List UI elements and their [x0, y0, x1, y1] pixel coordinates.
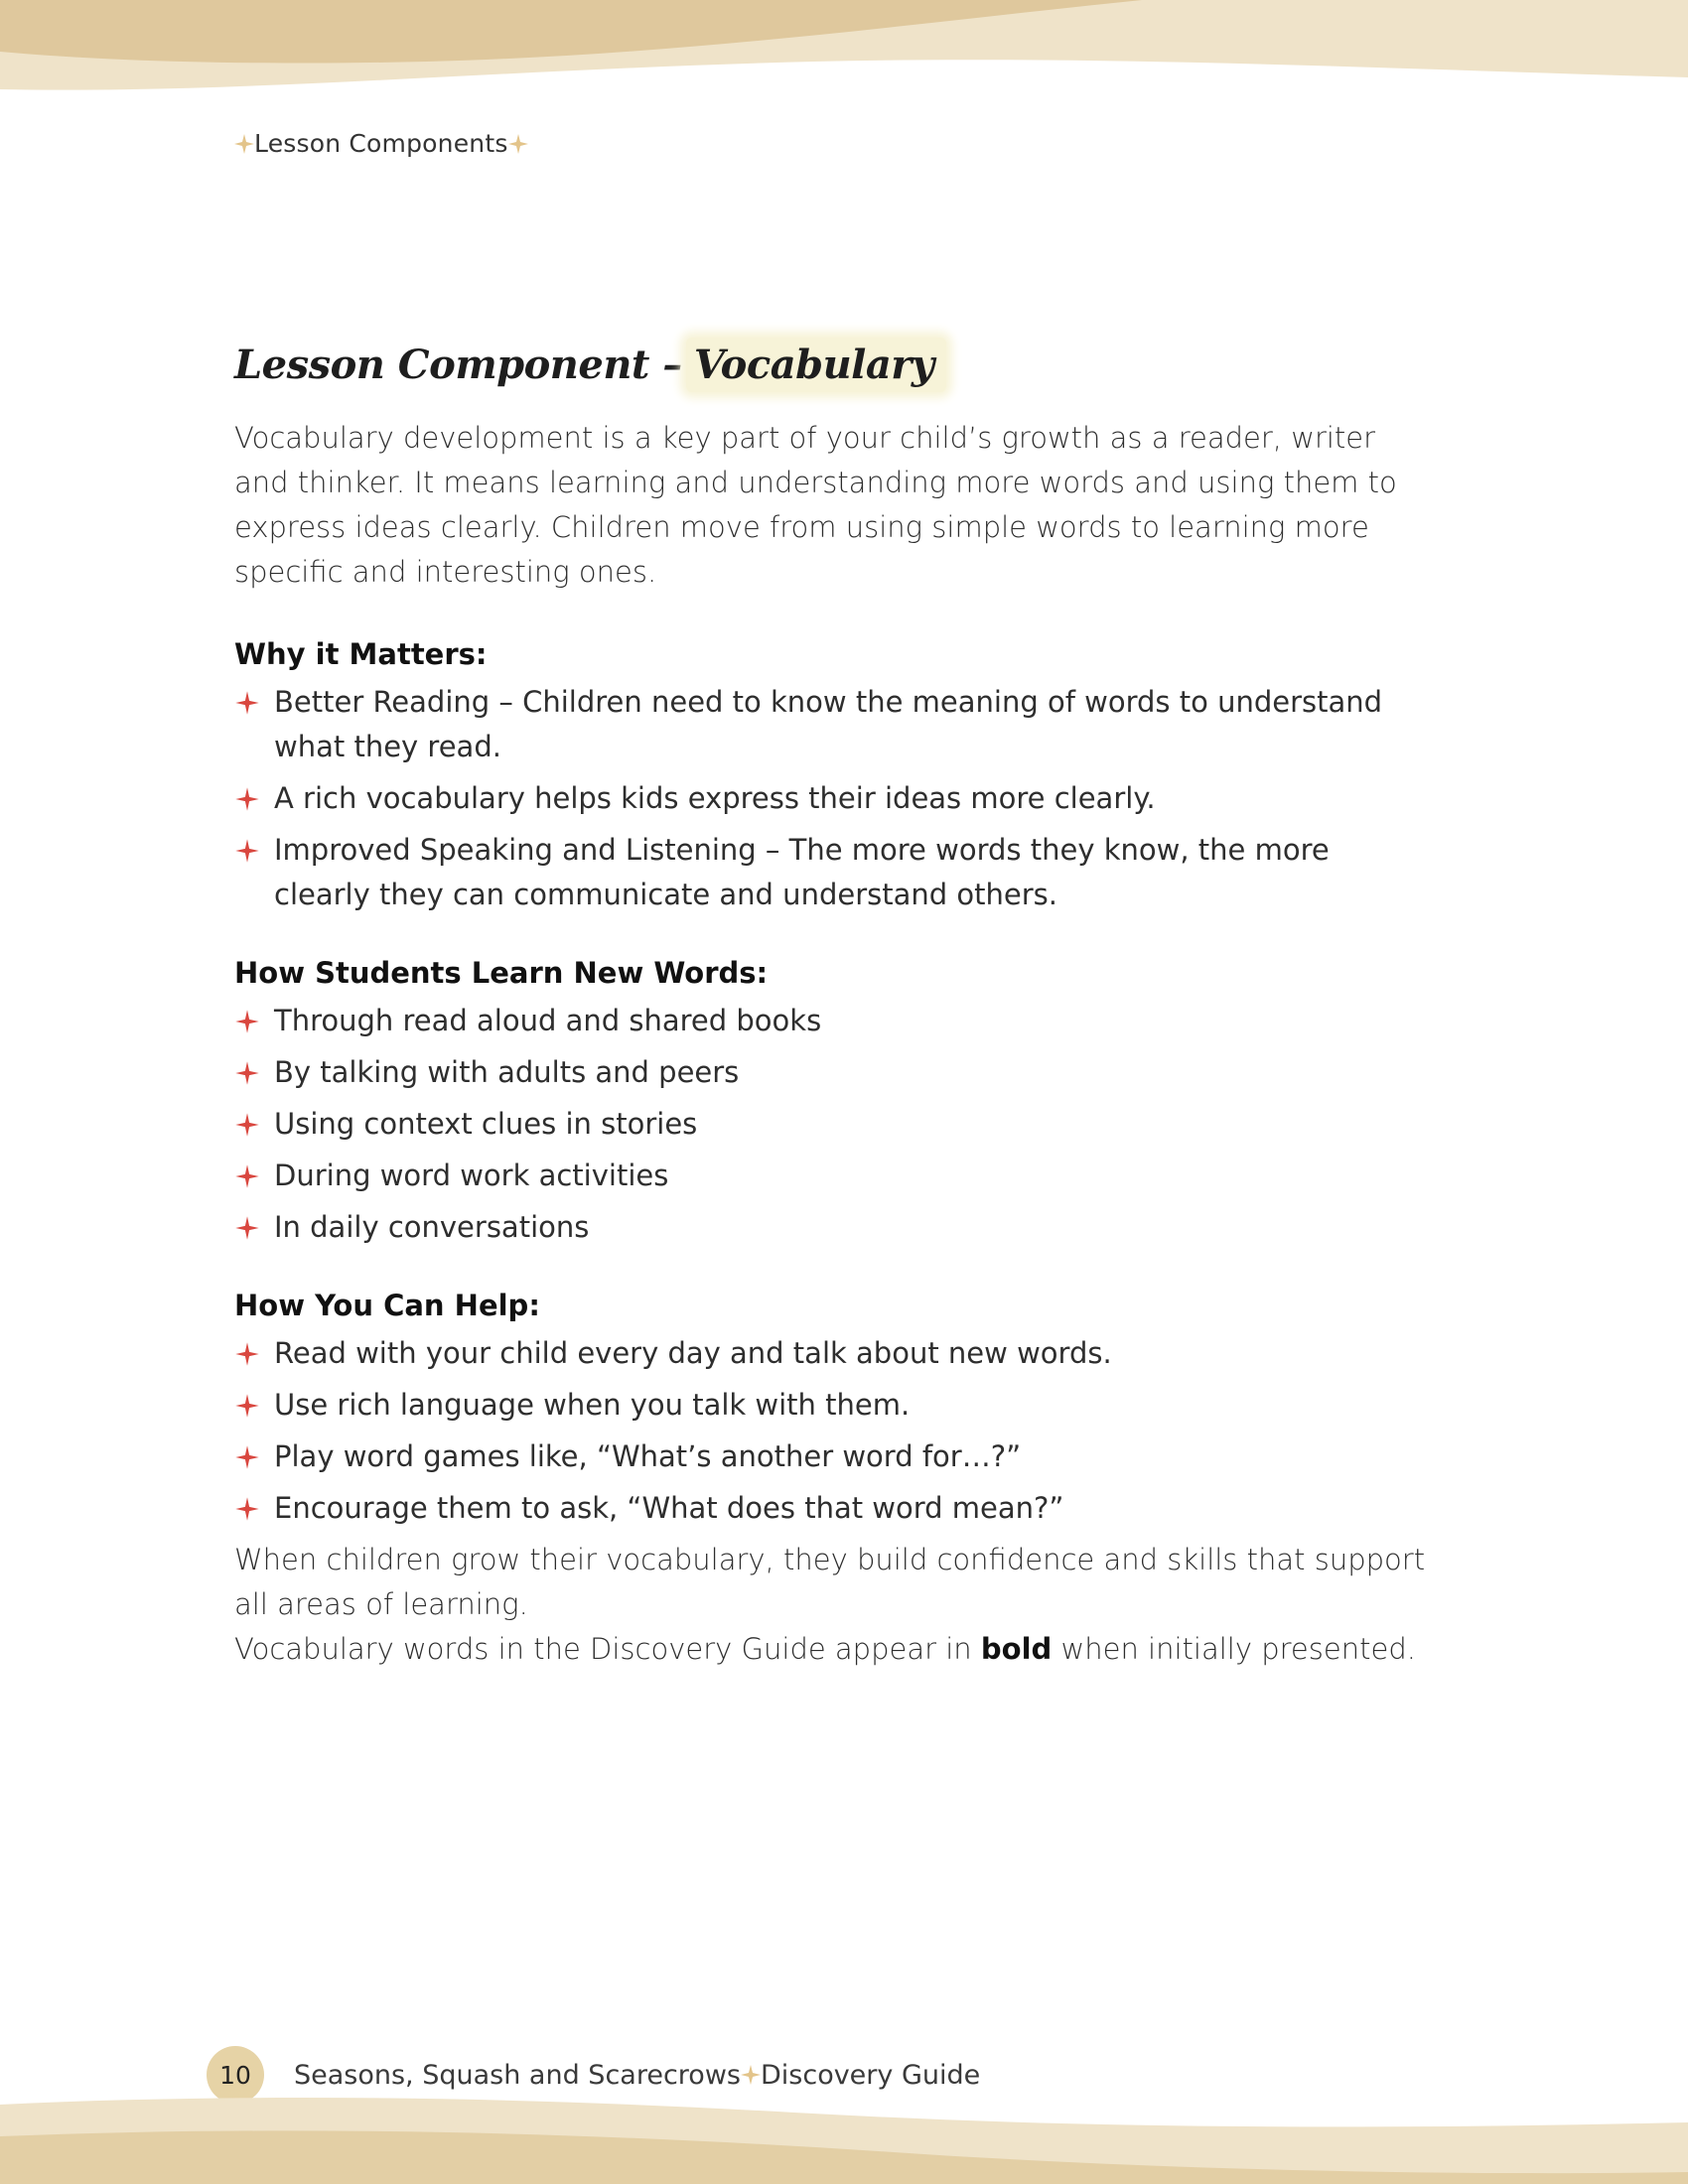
closing-paragraph: When children grow their vocabulary, they build confidence and skills that support all areas of learning. [234, 1543, 1426, 1621]
bold-example: bold [980, 1632, 1053, 1666]
sparkle-icon [234, 134, 254, 154]
bullet-list [234, 1331, 1426, 1531]
bullet-list [234, 680, 1426, 917]
footer-book-title: Seasons, Squash and Scarecrows [294, 2059, 741, 2091]
list-item: In daily conversations [234, 1205, 1426, 1250]
section-how-you-can-help [234, 1286, 1426, 1531]
red-sparkle-bullet-icon [234, 1393, 260, 1419]
page-title [234, 338, 1426, 392]
footer-guide-label: Discovery Guide [760, 2059, 981, 2091]
section-heading: Why it Matters: [234, 637, 488, 671]
bottom-wave-decoration [0, 2075, 1688, 2184]
bullet-list [234, 999, 1426, 1250]
list-item: Read with your child every day and talk about new words. [234, 1331, 1426, 1376]
intro-paragraph: Vocabulary development is a key part of your child’s growth as a reader, writer and thinker. It means learning and understanding more words and using them to express ideas clearly. Children move from using simple words to learning more specific and interesting ones. [234, 421, 1397, 589]
red-sparkle-bullet-icon [234, 1009, 260, 1034]
running-header [234, 129, 528, 158]
red-sparkle-bullet-icon [234, 1163, 260, 1189]
list-item: A rich vocabulary helps kids express their ideas more clearly. [234, 776, 1426, 821]
sparkle-icon [508, 134, 528, 154]
red-sparkle-bullet-icon [234, 838, 260, 864]
list-item: Through read aloud and shared books [234, 999, 1426, 1043]
section-heading: How Students Learn New Words: [234, 956, 769, 990]
red-sparkle-bullet-icon [234, 1060, 260, 1086]
section-why-it-matters [234, 634, 1426, 917]
red-sparkle-bullet-icon [234, 1496, 260, 1522]
title-prefix: Lesson Component – [234, 341, 682, 388]
running-header-title: Lesson Components [254, 129, 508, 158]
red-sparkle-bullet-icon [234, 1112, 260, 1138]
list-item: By talking with adults and peers [234, 1050, 1426, 1095]
section-heading: How You Can Help: [234, 1289, 540, 1322]
red-sparkle-bullet-icon [234, 690, 260, 716]
list-item: Using context clues in stories [234, 1102, 1426, 1147]
red-sparkle-bullet-icon [234, 1341, 260, 1367]
list-item: During word work activities [234, 1154, 1426, 1198]
red-sparkle-bullet-icon [234, 786, 260, 812]
section-how-students-learn [234, 953, 1426, 1250]
list-item: Better Reading – Children need to know the meaning of words to understand what they read. [234, 680, 1426, 769]
list-item: Encourage them to ask, “What does that word mean?” [234, 1486, 1426, 1531]
red-sparkle-bullet-icon [234, 1215, 260, 1241]
red-sparkle-bullet-icon [234, 1444, 260, 1470]
title-highlight: Vocabulary [686, 338, 946, 392]
list-item: Improved Speaking and Listening – The more words they know, the more clearly they can communicate and understand others. [234, 828, 1426, 917]
list-item: Play word games like, “What’s another word for…?” [234, 1434, 1426, 1479]
top-wave-decoration [0, 0, 1688, 109]
list-item: Use rich language when you talk with them. [234, 1383, 1426, 1428]
main-content [234, 338, 1426, 1672]
final-note: Vocabulary words in the Discovery Guide appear in bold when initially presented. [234, 1632, 1416, 1666]
page-number-badge: 10 [207, 2046, 264, 2104]
